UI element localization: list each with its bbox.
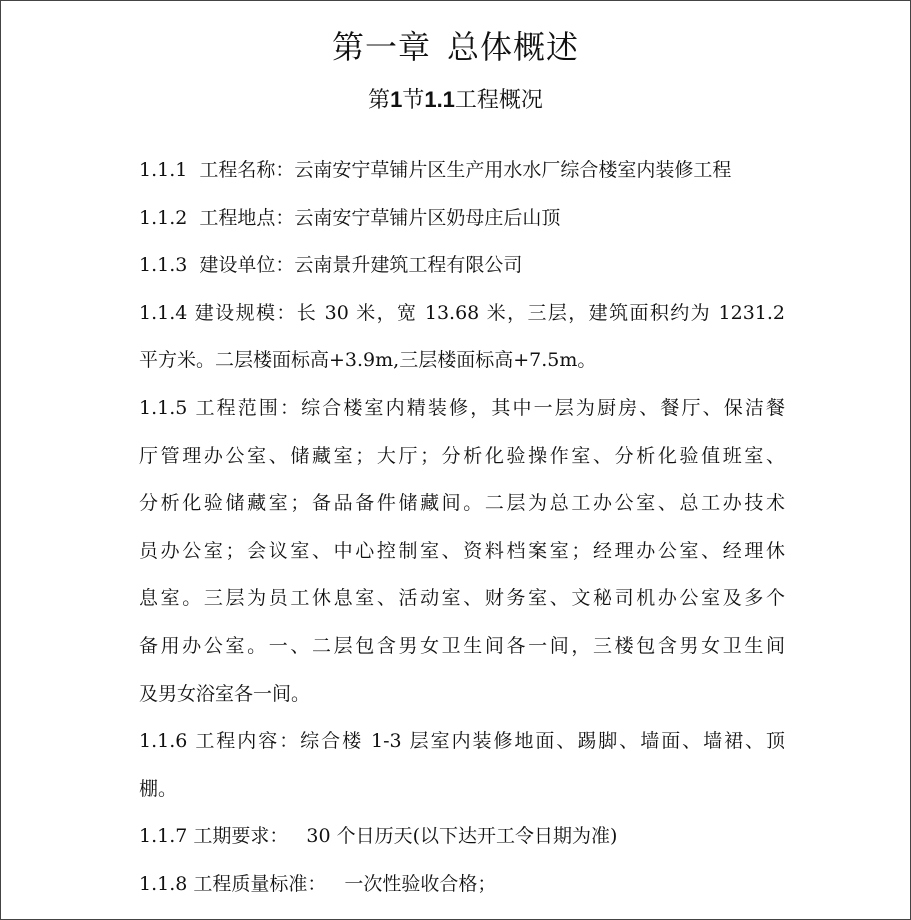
item-1-1-7 [139,817,785,865]
item-label: 1.1.7 工期要求： [139,825,289,848]
item-1-1-5-line-4: 员办公室；会议室、中心控制室、资料档案室；经理办公室、经理休 [139,539,785,562]
section-prefix: 第 [368,88,391,113]
item-1-1-5-line-1: 1.1.5 工程范围：综合楼室内精装修，其中一层为厨房、餐厅、保洁餐 [139,396,785,419]
item-1-1-1 [139,151,785,199]
item-value: 一次性验收合格； [344,872,497,895]
chapter-title [1,25,910,69]
item-text: 工程地点：云南安宁草铺片区奶母庄后山顶 [199,206,561,229]
item-number: 1.1.2 [139,206,188,229]
item-1-1-8 [139,865,785,913]
item-1-1-5-line-5: 息室。三层为员工休息室、活动室、财务室、文秘司机办公室及多个 [139,587,785,610]
item-1-1-3 [139,246,785,294]
item-1-1-5-line-3: 分析化验储藏室；备品备件储藏间。二层为总工办公室、总工办技术 [139,492,785,515]
item-number: 1.1.3 [139,254,188,277]
section-number: 1 [390,87,403,112]
item-label: 1.1.8 工程质量标准： [139,872,327,895]
item-1-1-4-line-2: 平方米。二层楼面标高+3.9m,三层楼面标高+7.5m。 [139,349,597,372]
item-text: 工程名称：云南安宁草铺片区生产用水水厂综合楼室内装修工程 [199,159,732,181]
item-1-1-5-line-6: 备用办公室。一、二层包含男女卫生间各一间，三楼包含男女卫生间 [139,634,785,657]
section-name: 工程概况 [454,88,543,113]
item-value: 30 个日历天(以下达开工令日期为准) [306,825,618,848]
item-1-1-6-line-2: 棚。 [139,777,178,800]
item-number: 1.1.1 [139,159,188,181]
chapter-number: 第一章 [331,28,431,66]
item-text: 建设单位：云南景升建筑工程有限公司 [199,254,523,277]
item-1-1-5-line-7: 及男女浴室各一间。 [139,682,311,705]
section-mid: 节 [402,88,425,113]
item-1-1-2 [139,199,785,247]
body-text [139,151,785,913]
item-1-1-5-line-2: 厅管理办公室、储藏室；大厅；分析化验操作室、分析化验值班室、 [139,444,785,467]
section-title [1,83,910,118]
item-1-1-6-line-1: 1.1.6 工程内容：综合楼 1-3 层室内装修地面、踢脚、墙面、墙裙、顶 [139,730,785,753]
section-sub-number: 1.1 [424,87,455,112]
item-1-1-4-line-1: 1.1.4 建设规模：长 30 米，宽 13.68 米，三层，建筑面积约为 1231.2 [139,301,785,324]
chapter-name: 总体概述 [447,28,580,66]
